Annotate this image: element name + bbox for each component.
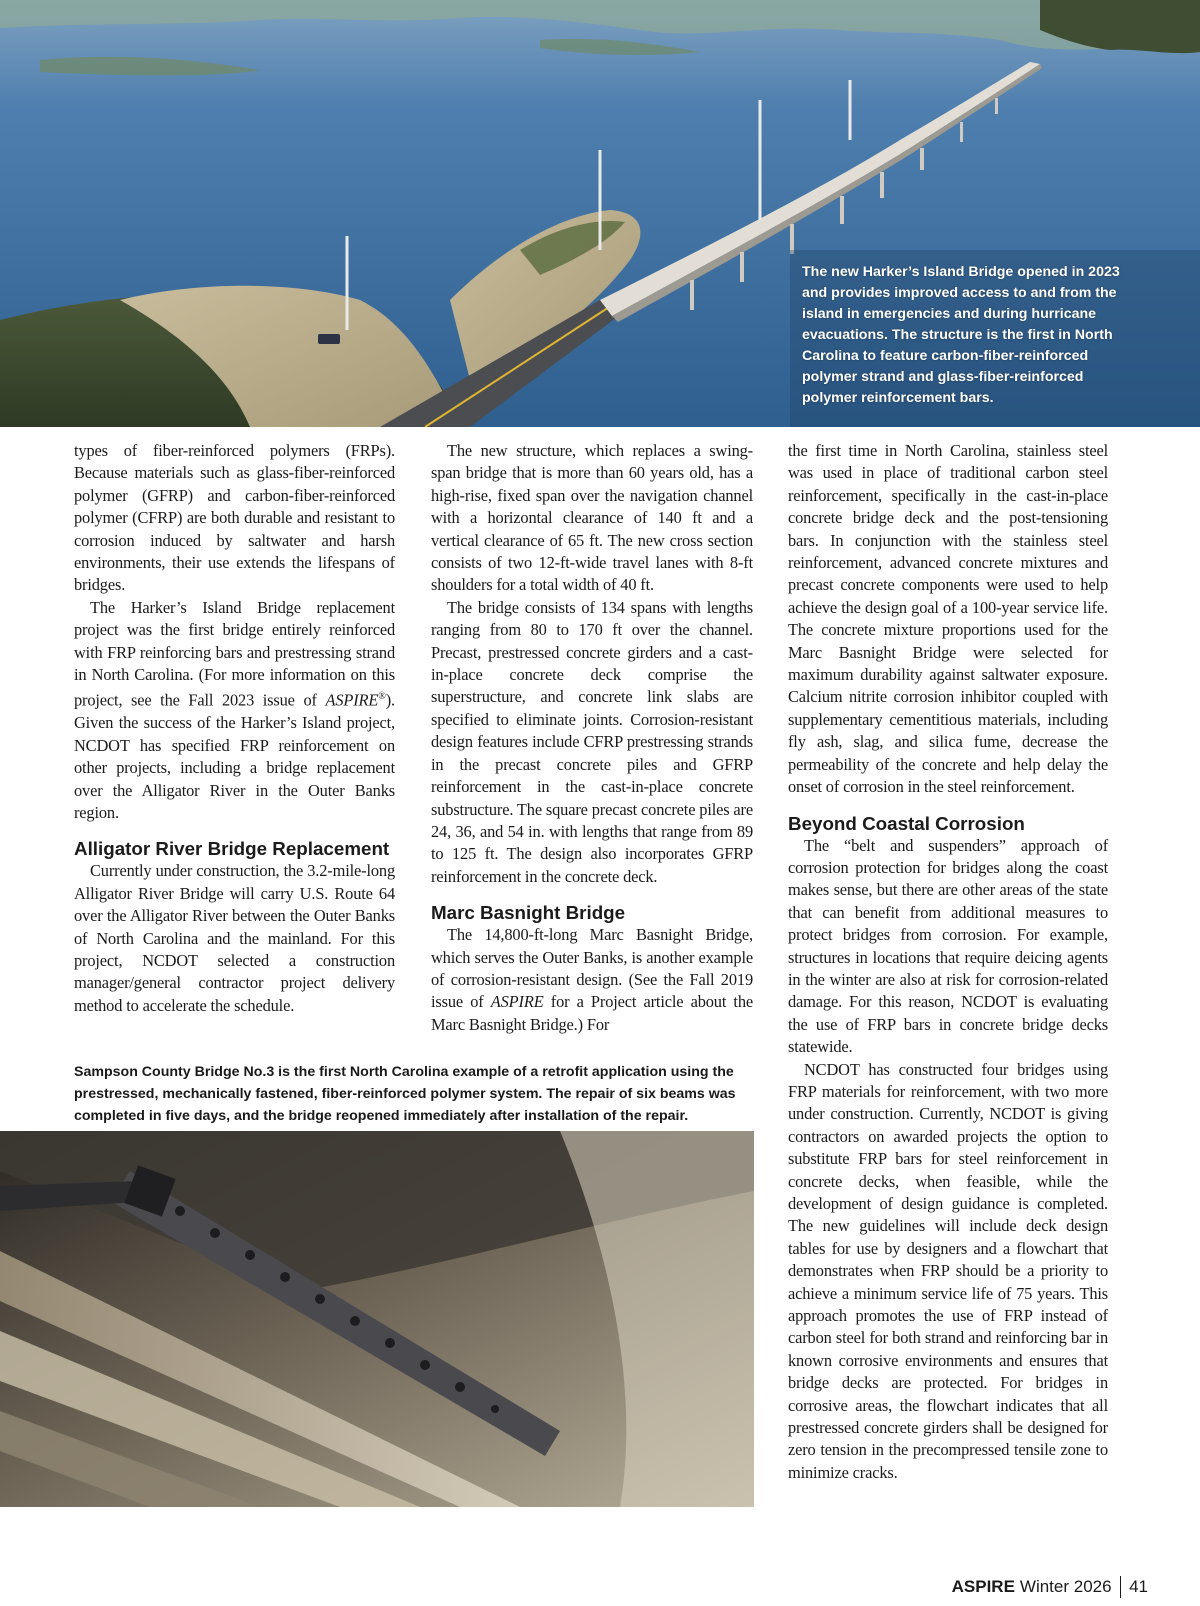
- page-footer: [952, 1576, 1148, 1598]
- bottom-photo-caption: Sampson County Bridge No.3 is the first North Carolina example of a retrofit application using the prestressed, mechanically fastened, fiber-reinforced polymer system. The repair of six beams was completed in five days, and the bridge reopened immediately after installation of the repair.: [74, 1064, 736, 1124]
- footer-divider: [1120, 1576, 1122, 1598]
- section-heading: Alligator River Bridge Replacement: [74, 838, 390, 860]
- section-heading: Marc Basnight Bridge: [431, 902, 626, 924]
- magazine-title: ASPIRE: [325, 690, 379, 710]
- parked-car: [318, 334, 340, 344]
- paragraph: [74, 597, 395, 825]
- paragraph: the first time in North Carolina, stainless steel was used in place of traditional carbon steel reinforcement, specifically in the cast-in-place concrete bridge deck and the post-tensioning bars. In conjunction with the stainless steel reinforcement, advanced concrete mixtures and precast concrete components were used to help achieve the design goal of a 100-year service life. The concrete mixture proportions used for the Marc Basnight Bridge were selected for maximum durability against saltwater exposure. Calcium nitrite corrosion inhibitor coupled with supplementary cementitious materials, including fly ash, slag, and silica fume, decrease the permeability of the concrete and help delay the onset of corrosion in the steel reinforcement.: [788, 441, 1108, 797]
- page-number: 41: [1129, 1577, 1148, 1596]
- issue-date: Winter 2026: [1019, 1577, 1112, 1596]
- registered-mark: ®: [378, 691, 386, 703]
- magazine-title: ASPIRE: [490, 992, 544, 1012]
- text-column-1: [74, 440, 395, 1017]
- paragraph: The bridge consists of 134 spans with lengths ranging from 80 to 170 ft over the channel. Precast, prestressed concrete girders and a cast-in-place concrete deck comprise the superstructure, and concrete link slabs are specified to eliminate joints. Corrosion-resistant design features include CFRP prestressing strands in the precast concrete piles and GFRP reinforcement in the cast-in-place concrete substructure. The square precast concrete piles are 24, 36, and 54 in. with lengths that range from 89 to 125 ft. The design also incorporates GFRP reinforcement in the concrete deck.: [431, 597, 753, 886]
- top-photo-caption: The new Harker’s Island Bridge opened in 2023 and provides improved access to and from the island in emergencies and during hurricane evacuations. The structure is the first in North Carolina to feature carbon-fiber-reinforced polymer strand and glass-fiber-reinforced polymer reinforcement bars.: [802, 264, 1120, 406]
- magazine-name: ASPIRE: [951, 1577, 1015, 1596]
- paragraph-text: ). Given the success of the Harker’s Island project, NCDOT has specified FRP reinforcement on other projects, including a bridge replacement over the Alligator River in the Outer Banks region.: [74, 690, 395, 822]
- paragraph-text: The Harker’s Island Bridge replacement project was the first bridge entirely reinforced with FRP reinforcing bars and prestressing strand in North Carolina. (For more information on this project, see the Fall 2023 issue of: [74, 597, 395, 710]
- paragraph: Currently under construction, the 3.2-mile-long Alligator River Bridge will carry U.S. Route 64 over the Alligator River between the Outer Banks of North Carolina and the mainland. For this project, NCDOT selected a construction manager/general contractor project delivery method to accelerate the schedule.: [74, 861, 395, 1015]
- text-column-3: [788, 440, 1108, 1484]
- paragraph: The new structure, which replaces a swing-span bridge that is more than 60 years old, has a high-rise, fixed span over the navigation channel with a horizontal clearance of 140 ft and a vertical clearance of 65 ft. The new cross section consists of two 12-ft-wide travel lanes with 8-ft shoulders for a total width of 40 ft.: [431, 441, 753, 595]
- frp-retrofit-illustration: [0, 1131, 754, 1507]
- paragraph: NCDOT has constructed four bridges using FRP materials for reinforcement, with two more under construction. Currently, NCDOT is giving contractors on awarded projects the option to substitute FRP bars for steel reinforcement in concrete decks, when feasible, while the development of design guidance is completed. The new guidelines will include deck design tables for use by designers and a flowchart that demonstrates when FRP should be a priority to achieve a minimum service life of 75 years. This approach promotes the use of FRP instead of carbon steel for both strand and reinforcing bar in known corrosive environments and ensures that bridge decks are protected. For bridges in corrosive areas, the flowchart indicates that all prestressed concrete girders shall be designed for zero tension in the precompressed tensile zone to minimize cracks.: [788, 1059, 1108, 1482]
- paragraph-text: for a Project article about the Marc Basnight Bridge.) For: [431, 992, 754, 1034]
- text-column-2: [431, 440, 753, 1036]
- paragraph-text: The 14,800-ft-long Marc Basnight Bridge, which serves the Outer Banks, is another example of corrosion-resistant design. (See the Fall 2019 issue of: [431, 925, 753, 1012]
- section-heading: Beyond Coastal Corrosion: [788, 812, 1025, 834]
- paragraph: The “belt and suspenders” approach of corrosion protection for bridges along the coast makes sense, but there are other areas of the state that can benefit from additional measures to protect bridges from corrosion. For example, structures in locations that require deicing agents in the winter are also at risk for corrosion-related damage. For this reason, NCDOT is evaluating the use of FRP bars in concrete bridge decks statewide.: [788, 835, 1108, 1057]
- frp-retrofit-photo: [0, 1131, 754, 1507]
- paragraph: [431, 924, 753, 1036]
- paragraph: types of fiber-reinforced polymers (FRPs). Because materials such as glass-fiber-reinforced polymer (GFRP) and carbon-fiber-reinforced polymer (CFRP) are both durable and resistant to corrosion induced by saltwater and harsh environments, their use extends the lifespans of bridges.: [74, 441, 395, 595]
